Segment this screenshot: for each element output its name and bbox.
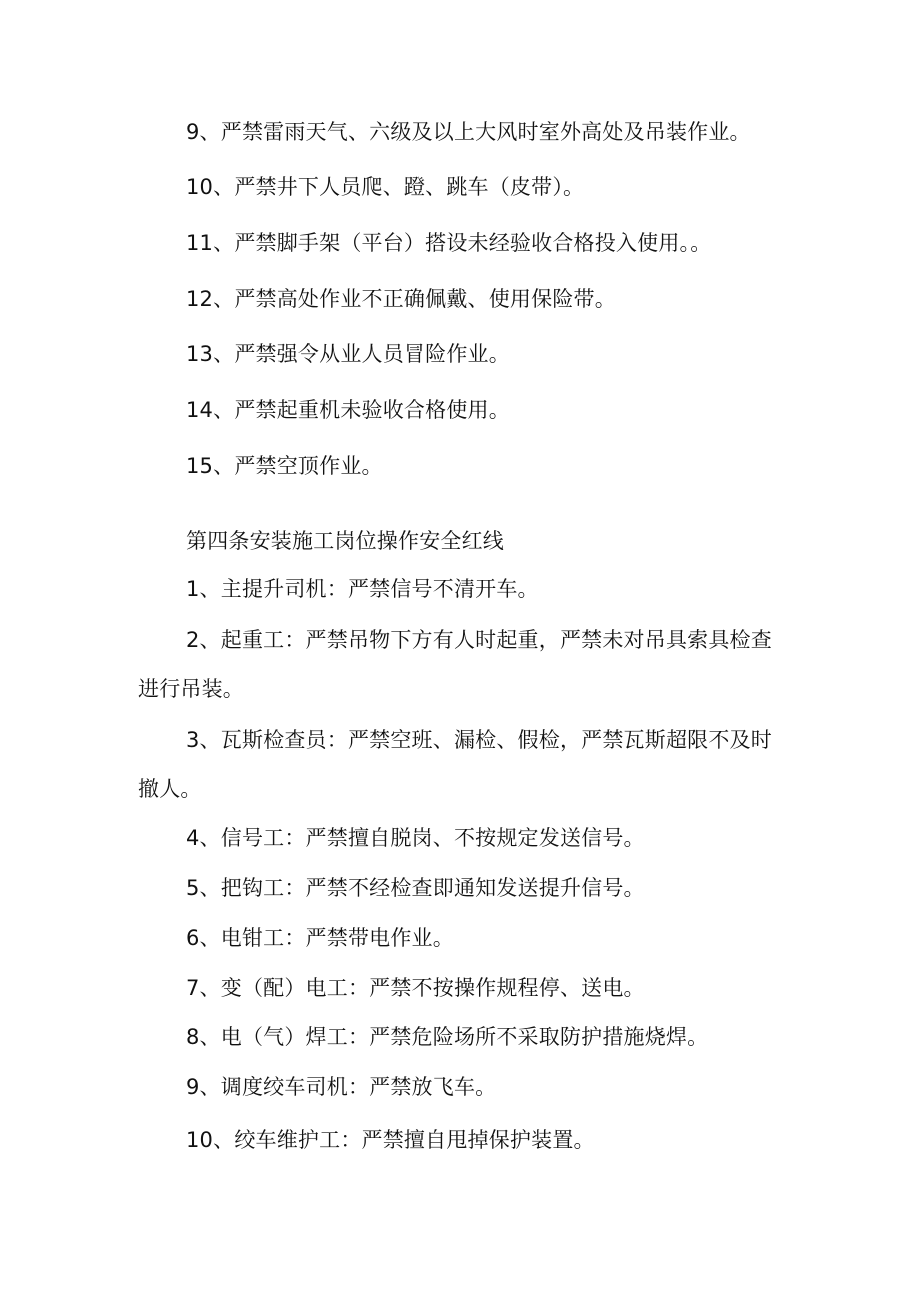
rule-item: 14、严禁起重机未验收合格使用。 (186, 398, 510, 422)
rule-item-continuation: 进行吊装。 (138, 677, 244, 701)
rule-item: 12、严禁高处作业不正确佩戴、使用保险带。 (186, 287, 616, 311)
rule-item: 9、调度绞车司机：严禁放飞车。 (186, 1075, 497, 1099)
rule-item: 4、信号工：严禁擅自脱岗、不按规定发送信号。 (186, 826, 645, 850)
rule-item: 1、主提升司机：严禁信号不清开车。 (186, 577, 539, 601)
rule-item: 11、严禁脚手架（平台）搭设未经验收合格投入使用。。 (186, 231, 712, 255)
rule-item: 5、把钩工：严禁不经检查即通知发送提升信号。 (186, 876, 645, 900)
rule-item: 6、电钳工：严禁带电作业。 (186, 926, 454, 950)
rule-item: 10、严禁井下人员爬、蹬、跳车（皮带）。 (186, 175, 585, 199)
rule-item: 2、起重工：严禁吊物下方有人时起重，严禁未对吊具索具检查 (186, 628, 772, 652)
rule-item: 8、电（气）焊工：严禁危险场所不采取防护措施烧焊。 (186, 1025, 709, 1049)
rule-item: 7、变（配）电工：严禁不按操作规程停、送电。 (186, 976, 645, 1000)
rule-item: 15、严禁空顶作业。 (186, 454, 383, 478)
rule-item: 9、严禁雷雨天气、六级及以上大风时室外高处及吊装作业。 (186, 120, 751, 144)
rule-item: 10、绞车维护工：严禁擅自甩掉保护装置。 (186, 1128, 595, 1152)
rule-item: 13、严禁强令从业人员冒险作业。 (186, 342, 510, 366)
rule-item-continuation: 撤人。 (138, 777, 202, 801)
section-heading: 第四条安装施工岗位操作安全红线 (186, 529, 504, 553)
rule-item: 3、瓦斯检查员：严禁空班、漏检、假检，严禁瓦斯超限不及时 (186, 728, 772, 752)
